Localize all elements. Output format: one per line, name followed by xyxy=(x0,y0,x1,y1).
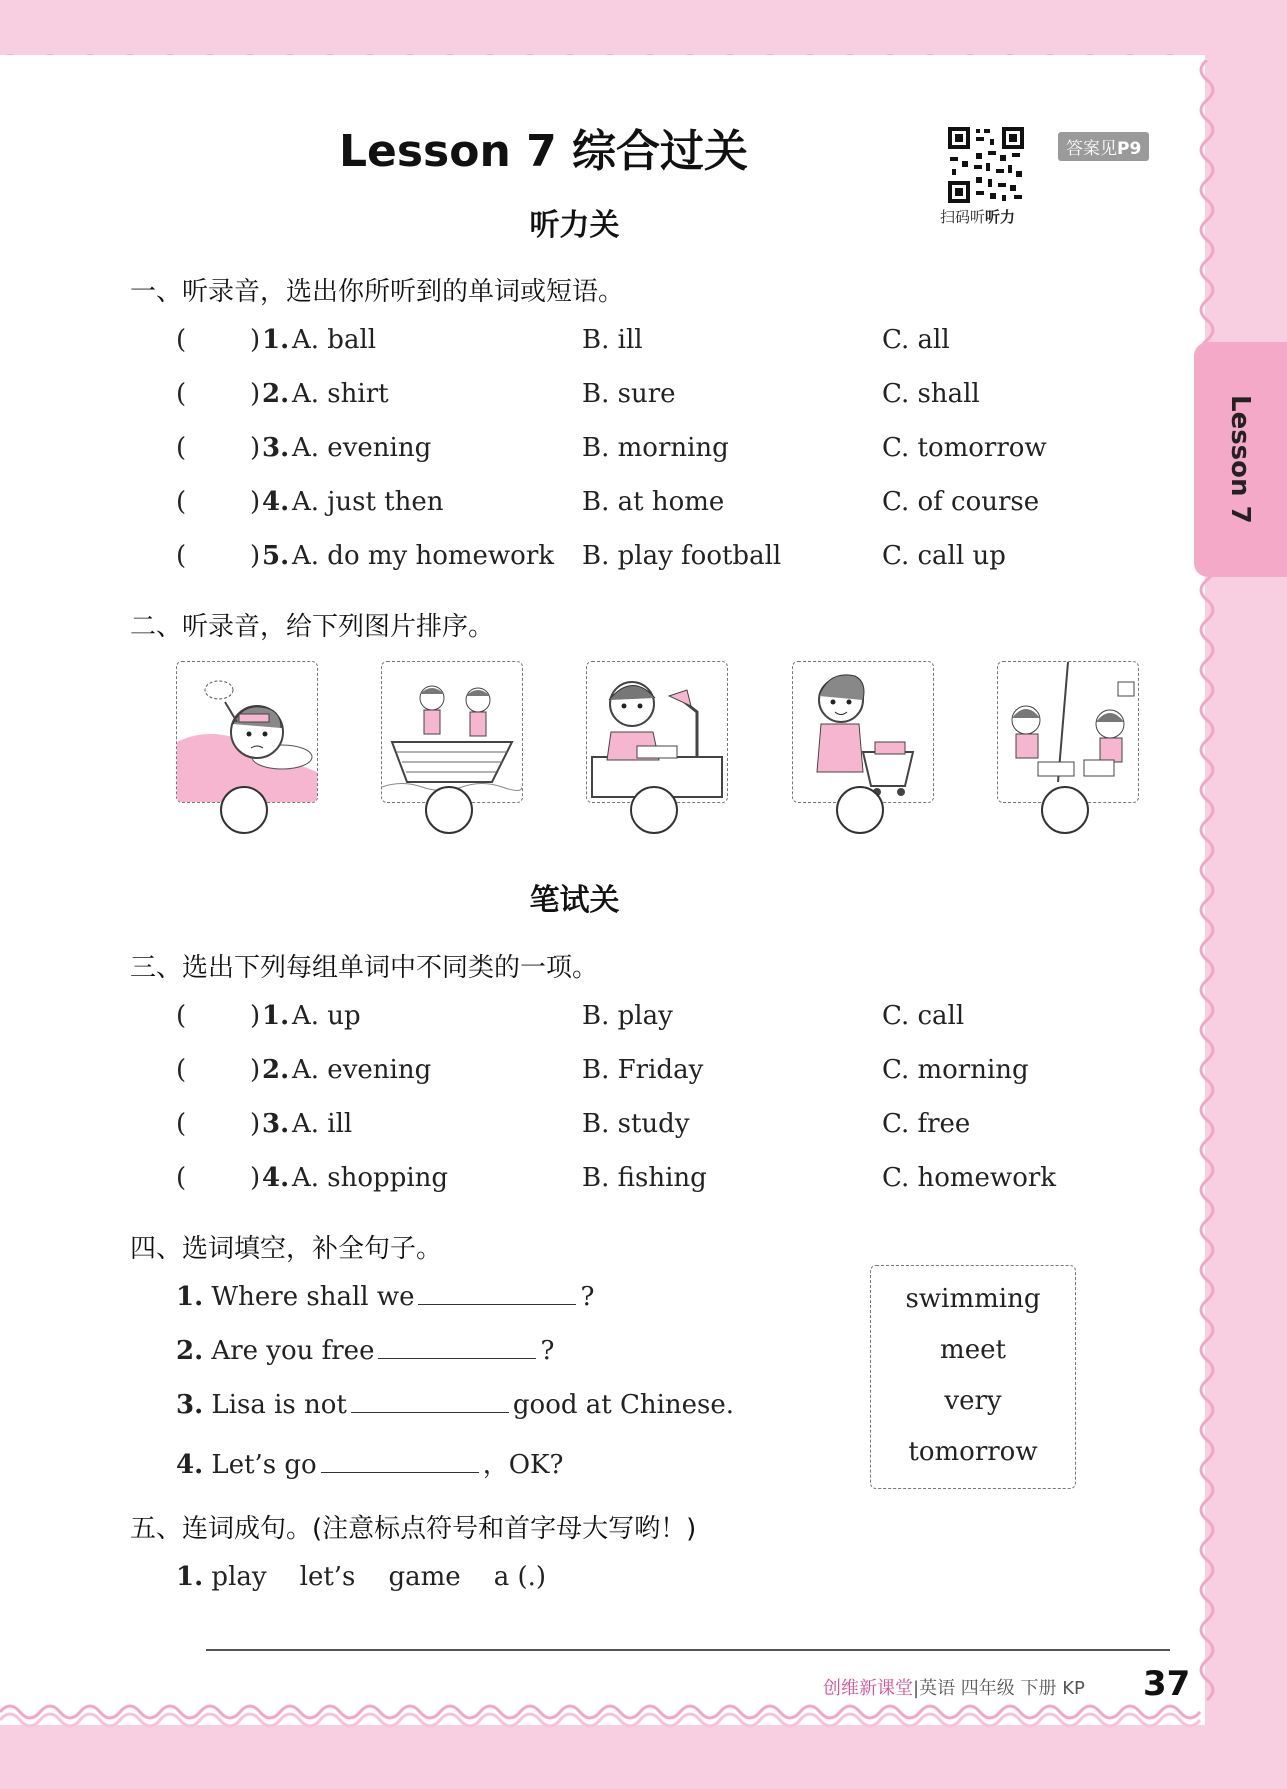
footer-info xyxy=(823,1674,1085,1700)
page-number: 37 xyxy=(1143,1664,1191,1704)
option-b: B. play football xyxy=(582,541,782,571)
word-bank-box xyxy=(870,1265,1076,1489)
option-a: A. ball xyxy=(292,325,377,355)
option-b: B. study xyxy=(582,1109,690,1139)
question-number: 5. xyxy=(262,541,290,571)
answer-blank[interactable] xyxy=(321,1450,479,1473)
option-c: C. call xyxy=(882,1001,965,1031)
picture-homework-desk xyxy=(586,661,728,803)
option-a: A. evening xyxy=(292,1055,432,1085)
answer-blank[interactable] xyxy=(378,1336,536,1359)
sentence-start: Where shall we xyxy=(211,1282,415,1312)
option-a: A. up xyxy=(292,1001,361,1031)
sentence-start: Are you free xyxy=(211,1336,375,1366)
question-number: 2. xyxy=(176,1336,204,1366)
question-number: 1. xyxy=(262,1001,290,1031)
scrambled-words: play let’s game a (.) xyxy=(211,1562,547,1592)
answer-paren-close: ) xyxy=(250,325,261,355)
qr-label-bold: 听力 xyxy=(985,208,1016,226)
order-answer-circle[interactable] xyxy=(220,786,268,834)
answer-paren-open[interactable]: ( xyxy=(176,541,187,571)
wavy-border-bottom xyxy=(0,1700,1205,1730)
answer-badge-page: P9 xyxy=(1117,139,1142,159)
answer-badge-prefix: 答案见 xyxy=(1066,139,1117,159)
qr-code-icon xyxy=(946,125,1026,205)
list-item xyxy=(176,1109,1076,1145)
answer-paren-close: ) xyxy=(250,1163,261,1193)
question-number: 2. xyxy=(262,379,290,409)
footer-divider xyxy=(206,1649,1170,1651)
answer-paren-open[interactable]: ( xyxy=(176,1163,187,1193)
word-bank-item: swimming xyxy=(905,1284,1041,1314)
question-number: 3. xyxy=(176,1390,204,1420)
order-answer-circle[interactable] xyxy=(1041,786,1089,834)
answer-paren-close: ) xyxy=(250,433,261,463)
fill-sentence xyxy=(176,1336,554,1366)
question-number: 2. xyxy=(262,1055,290,1085)
section-1-title: 一、听录音，选出你所听到的单词或短语。 xyxy=(130,277,625,307)
fill-sentence xyxy=(176,1390,734,1420)
option-a: A. shopping xyxy=(292,1163,449,1193)
side-tab-label: Lesson 7 xyxy=(1225,395,1255,524)
answer-paren-close: ) xyxy=(250,487,261,517)
sentence-start: Lisa is not xyxy=(211,1390,347,1420)
option-a: A. ill xyxy=(292,1109,353,1139)
word-bank-item: very xyxy=(944,1386,1002,1416)
answer-paren-close: ) xyxy=(250,1001,261,1031)
section-3-title: 三、选出下列每组单词中不同类的一项。 xyxy=(130,953,599,983)
list-item xyxy=(176,1055,1076,1091)
answer-paren-close: ) xyxy=(250,541,261,571)
option-c: C. all xyxy=(882,325,950,355)
listening-heading-text: 听力关 xyxy=(529,208,620,243)
option-b: B. play xyxy=(582,1001,673,1031)
option-a: A. just then xyxy=(292,487,444,517)
question-number: 3. xyxy=(262,1109,290,1139)
scrambled-sentence xyxy=(176,1562,546,1592)
answer-paren-open[interactable]: ( xyxy=(176,1109,187,1139)
lesson-title: Lesson 7 综合过关 xyxy=(338,126,749,177)
fill-sentence xyxy=(176,1444,563,1481)
footer-brand: 创维新课堂 xyxy=(823,1678,913,1699)
option-b: B. Friday xyxy=(582,1055,704,1085)
option-b: B. fishing xyxy=(582,1163,707,1193)
section-4-title: 四、选词填空，补全句子。 xyxy=(130,1234,443,1264)
option-c: C. tomorrow xyxy=(882,433,1047,463)
option-a: A. shirt xyxy=(292,379,389,409)
sentence-end: ? xyxy=(580,1282,595,1312)
writing-heading xyxy=(0,875,1287,919)
option-b: B. at home xyxy=(582,487,725,517)
answer-blank[interactable] xyxy=(351,1390,509,1413)
option-b: B. morning xyxy=(582,433,729,463)
list-item xyxy=(176,433,1076,469)
option-a: A. evening xyxy=(292,433,432,463)
list-item xyxy=(176,1001,1076,1037)
sentence-end: ? xyxy=(540,1336,555,1366)
option-b: B. ill xyxy=(582,325,643,355)
list-item xyxy=(176,1163,1076,1199)
question-number: 4. xyxy=(262,487,290,517)
answer-paren-open[interactable]: ( xyxy=(176,433,187,463)
answer-paren-open[interactable]: ( xyxy=(176,325,187,355)
question-number: 4. xyxy=(176,1450,204,1480)
listening-heading xyxy=(0,200,1287,244)
word-bank-item: tomorrow xyxy=(908,1437,1038,1467)
order-answer-circle[interactable] xyxy=(630,786,678,834)
question-number: 1. xyxy=(262,325,290,355)
writing-heading-text: 笔试关 xyxy=(529,883,620,918)
section-2-title: 二、听录音，给下列图片排序。 xyxy=(130,612,495,642)
answer-paren-close: ) xyxy=(250,1055,261,1085)
question-number: 1. xyxy=(176,1282,204,1312)
option-c: C. shall xyxy=(882,379,980,409)
option-b: B. sure xyxy=(582,379,676,409)
sentence-end: good at Chinese. xyxy=(512,1390,735,1420)
word-bank-item: meet xyxy=(940,1335,1006,1365)
question-number: 3. xyxy=(262,433,290,463)
answer-badge xyxy=(1058,132,1149,161)
sentence-end: ，OK? xyxy=(482,1450,564,1480)
option-a: A. do my homework xyxy=(292,541,555,571)
list-item xyxy=(176,325,1076,361)
option-c: C. call up xyxy=(882,541,1006,571)
sentence-start: Let’s go xyxy=(211,1450,317,1480)
answer-paren-close: ) xyxy=(250,1109,261,1139)
answer-paren-open[interactable]: ( xyxy=(176,379,187,409)
list-item xyxy=(176,541,1076,577)
question-number: 1. xyxy=(176,1562,204,1592)
answer-paren-open[interactable]: ( xyxy=(176,1001,187,1031)
order-answer-circle[interactable] xyxy=(425,786,473,834)
picture-sick-child xyxy=(176,661,318,803)
fill-sentence xyxy=(176,1282,594,1312)
answer-paren-close: ) xyxy=(250,379,261,409)
order-answer-circle[interactable] xyxy=(836,786,884,834)
picture-shopping-cart xyxy=(792,661,934,803)
option-c: C. of course xyxy=(882,487,1040,517)
answer-paren-open[interactable]: ( xyxy=(176,1055,187,1085)
option-c: C. homework xyxy=(882,1163,1057,1193)
question-number: 4. xyxy=(262,1163,290,1193)
section-5-title: 五、连词成句。(注意标点符号和首字母大写哟！) xyxy=(130,1514,697,1544)
option-c: C. free xyxy=(882,1109,971,1139)
list-item xyxy=(176,379,1076,415)
answer-blank[interactable] xyxy=(418,1282,576,1305)
footer-details: |英语 四年级 下册 KP xyxy=(913,1678,1085,1699)
picture-phone-call xyxy=(997,661,1139,803)
list-item xyxy=(176,487,1076,523)
qr-label-prefix: 扫码听 xyxy=(940,208,986,226)
option-c: C. morning xyxy=(882,1055,1029,1085)
picture-boat-children xyxy=(381,661,523,803)
answer-paren-open[interactable]: ( xyxy=(176,487,187,517)
